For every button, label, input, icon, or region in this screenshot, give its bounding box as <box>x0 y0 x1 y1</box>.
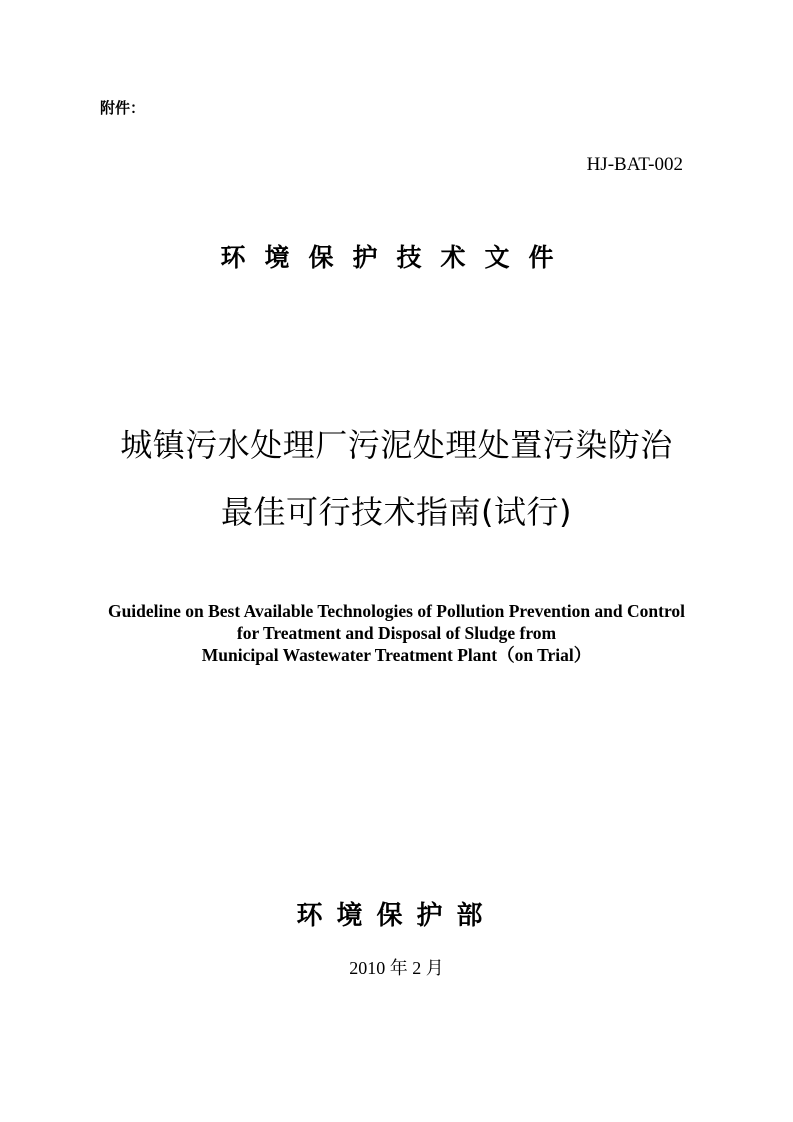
issue-date: 2010 年 2 月 <box>349 958 444 978</box>
english-title-line-3: Municipal Wastewater Treatment Plant（on Trial） <box>201 645 592 665</box>
document-code: HJ-BAT-002 <box>586 154 683 175</box>
document-type-heading: 环境保护技术文件 <box>220 243 573 272</box>
english-title-line-2: for Treatment and Disposal of Sludge from <box>236 623 557 643</box>
chinese-title-line-2: 最佳可行技术指南(试行) <box>221 493 572 531</box>
english-title-line-1: Guideline on Best Available Technologies of Pollution Prevention and Control <box>107 601 686 621</box>
issuing-authority: 环境保护部 <box>296 901 497 931</box>
chinese-title-line-1: 城镇污水处理厂污泥处理处置污染防治 <box>120 426 673 464</box>
attachment-label: 附件： <box>100 99 146 117</box>
english-title <box>0 600 793 666</box>
